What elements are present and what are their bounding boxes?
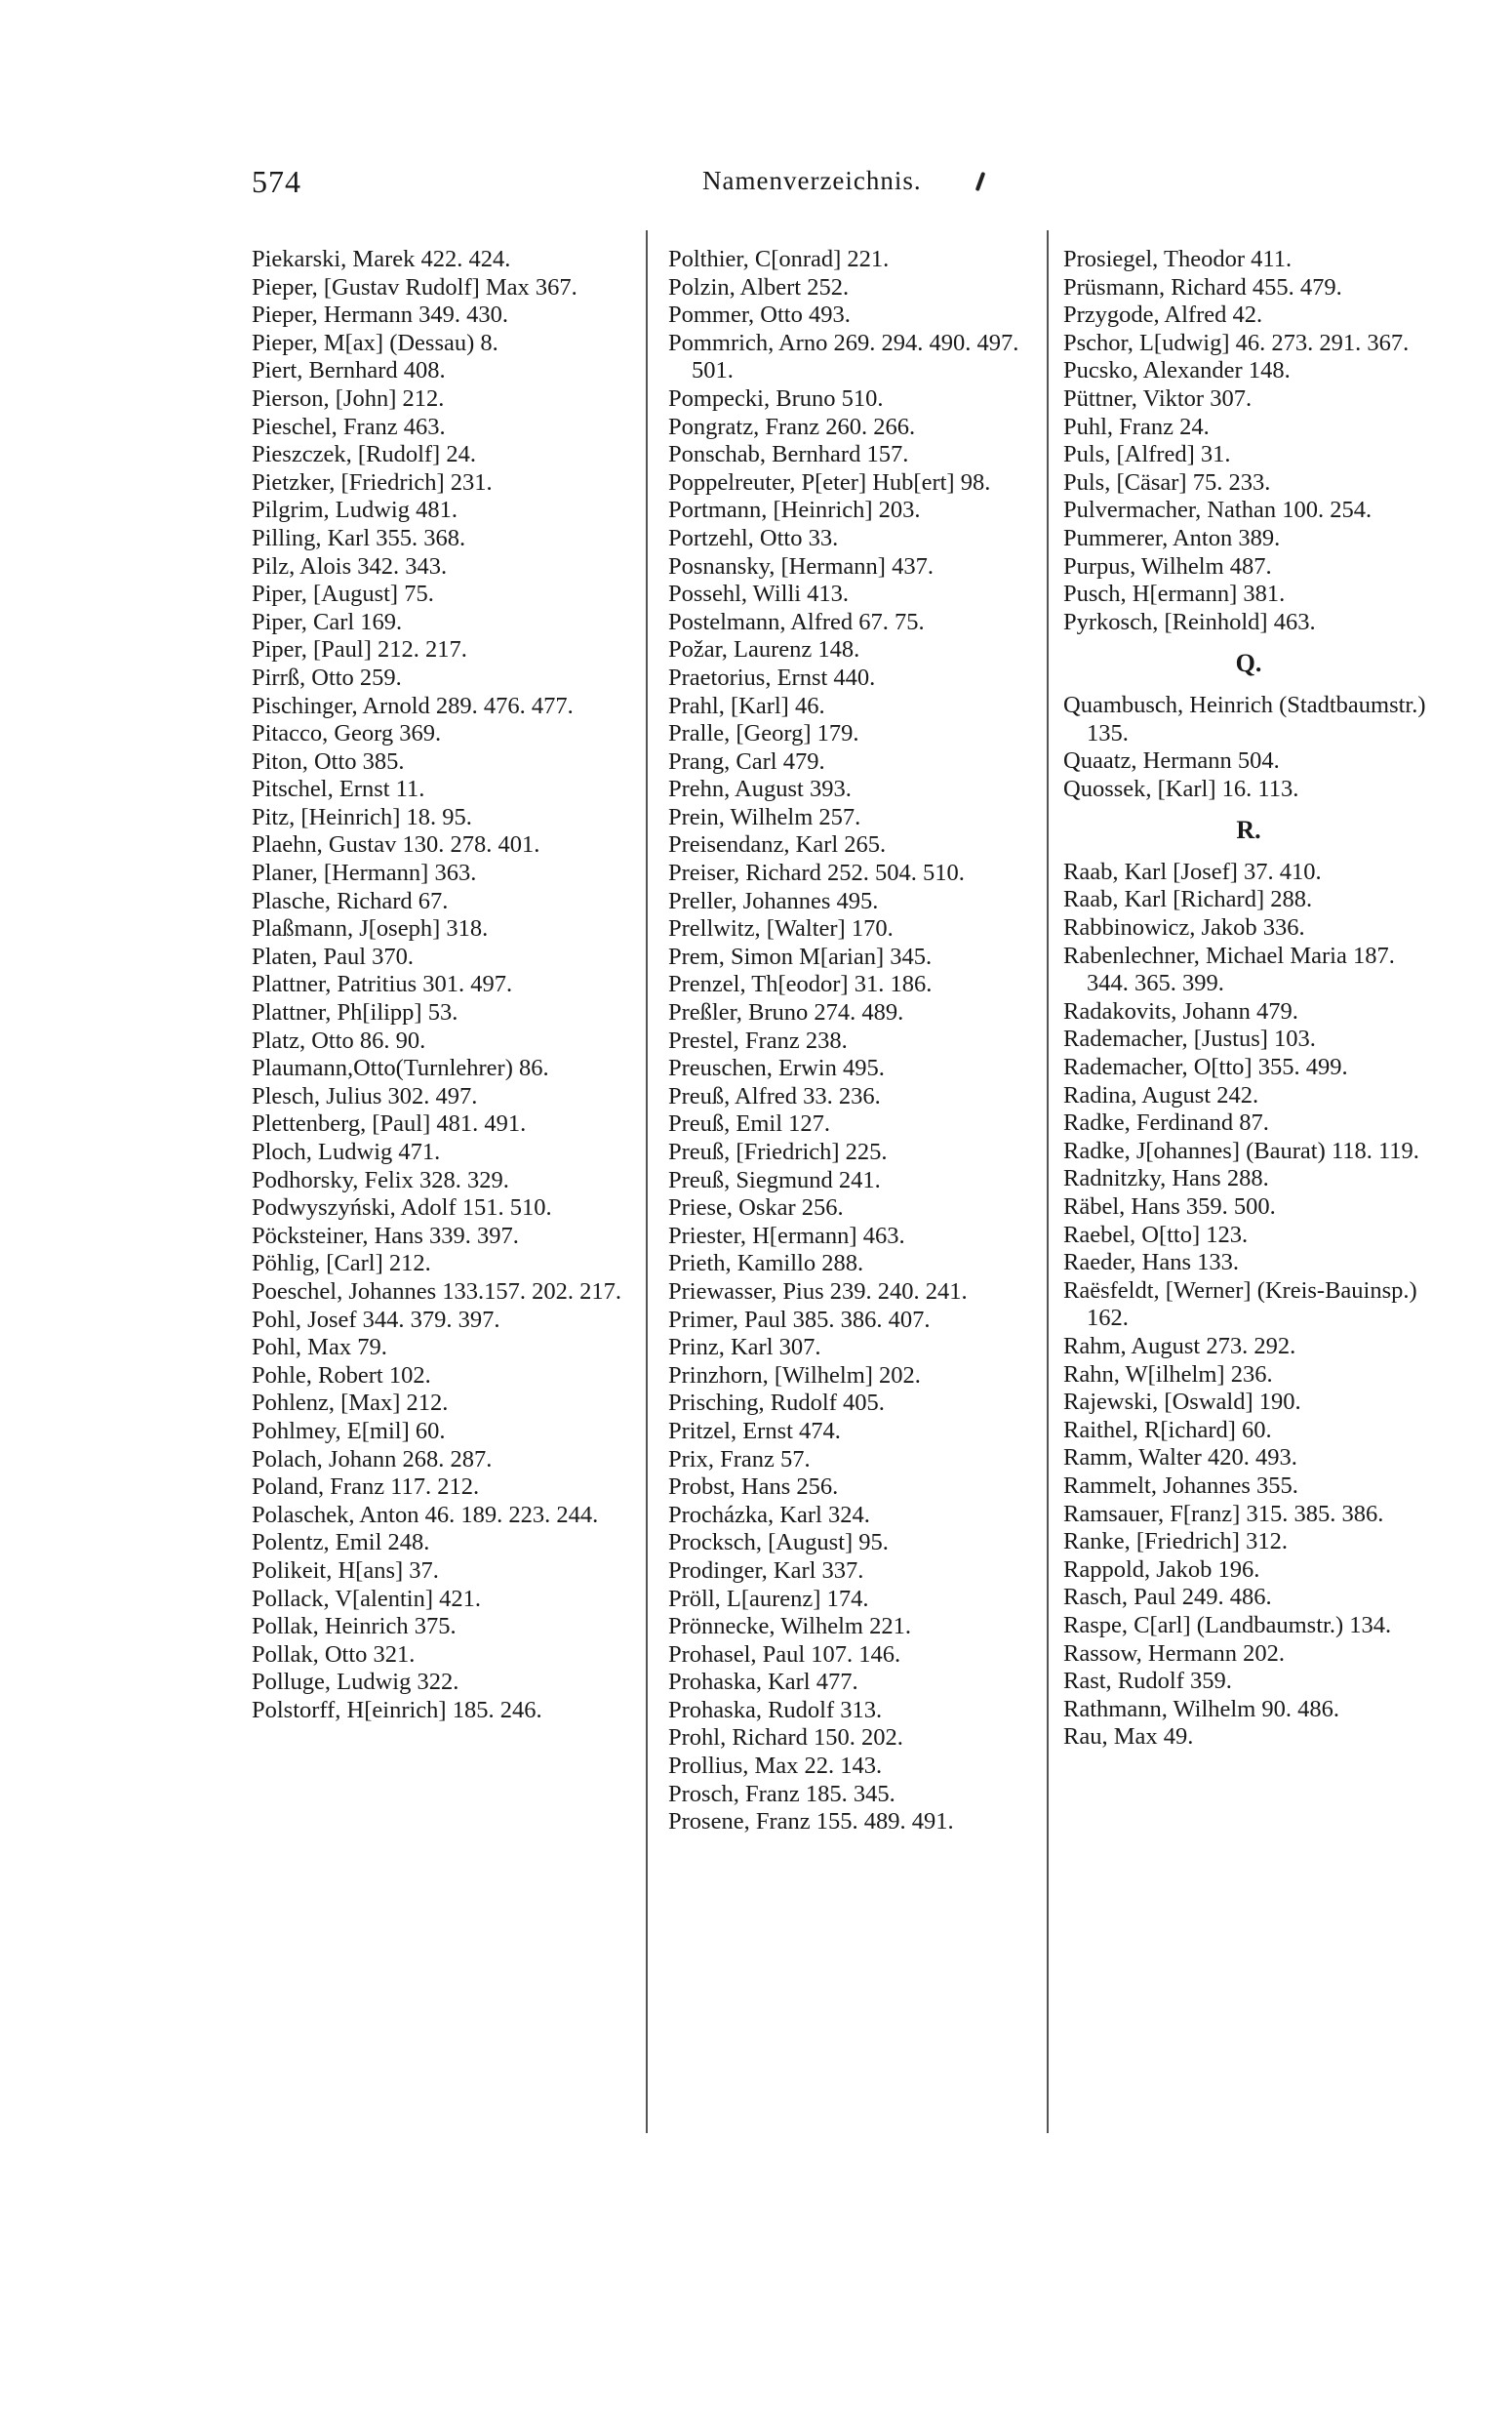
- index-entry: Preuß, Alfred 33. 236.: [668, 1082, 881, 1109]
- index-entry: Procksch, [August] 95.: [668, 1529, 889, 1556]
- index-entry: Poland, Franz 117. 212.: [252, 1473, 480, 1501]
- index-entry: Prollius, Max 22. 143.: [668, 1753, 883, 1780]
- index-entry: Piper, Carl 169.: [252, 608, 403, 635]
- index-entry: Pröll, L[aurenz] 174.: [668, 1585, 869, 1612]
- index-entry: Prehn, August 393.: [668, 776, 852, 803]
- index-entry: Pollack, V[alentin] 421.: [252, 1585, 481, 1612]
- index-entry: Požar, Laurenz 148.: [668, 636, 860, 664]
- index-entry: Rasch, Paul 249. 486.: [1063, 1584, 1272, 1611]
- index-entry: Prosene, Franz 155. 489. 491.: [668, 1808, 954, 1835]
- index-entry: Preuß, Emil 127.: [668, 1110, 831, 1138]
- index-entry: Rajewski, [Oswald] 190.: [1063, 1389, 1301, 1416]
- index-entry: Polstorff, H[einrich] 185. 246.: [252, 1696, 542, 1723]
- index-entry: Polluge, Ludwig 322.: [252, 1669, 459, 1696]
- index-column-2: [668, 246, 1031, 2237]
- index-entry: Pummerer, Anton 389.: [1063, 524, 1281, 551]
- index-entry: Pilling, Karl 355. 368.: [252, 524, 466, 551]
- index-entry: Rademacher, O[tto] 355. 499.: [1063, 1054, 1348, 1081]
- index-entry: Rabbinowicz, Jakob 336.: [1063, 914, 1305, 942]
- index-entry: Ramm, Walter 420. 493.: [1063, 1444, 1297, 1472]
- index-entry: Pischinger, Arnold 289. 476. 477.: [252, 692, 574, 719]
- index-entry: Rabenlechner, Michael Maria 187. 344. 365. 399.: [1063, 942, 1395, 997]
- index-entry: Rassow, Hermann 202.: [1063, 1639, 1286, 1667]
- index-entry: Raab, Karl [Josef] 37. 410.: [1063, 858, 1322, 885]
- index-entry: Raësfeldt, [Werner] (Kreis-Bauinsp.) 162.: [1063, 1276, 1417, 1332]
- index-entry: Pierson, [John] 212.: [252, 384, 445, 412]
- index-entry: Pohlenz, [Max] 212.: [252, 1390, 449, 1417]
- index-entry: Prönnecke, Wilhelm 221.: [668, 1613, 911, 1640]
- index-entry: Radina, August 242.: [1063, 1081, 1259, 1109]
- index-entry: Rammelt, Johannes 355.: [1063, 1472, 1298, 1499]
- index-entry: Prüsmann, Richard 455. 479.: [1063, 273, 1342, 301]
- index-entry: Pritzel, Ernst 474.: [668, 1417, 841, 1444]
- index-entry: Pirrß, Otto 259.: [252, 664, 402, 691]
- index-entry: Pitschel, Ernst 11.: [252, 776, 425, 803]
- index-entry: Poeschel, Johannes 133.157. 202. 217.: [252, 1277, 622, 1305]
- index-entry: Preuß, [Friedrich] 225.: [668, 1139, 888, 1165]
- index-entry: Probst, Hans 256.: [668, 1473, 839, 1501]
- index-entry: Radke, Ferdinand 87.: [1063, 1109, 1269, 1137]
- index-entry: Pollak, Heinrich 375.: [252, 1613, 457, 1640]
- index-entry: Raspe, C[arl] (Landbaumstr.) 134.: [1063, 1611, 1392, 1638]
- index-entry: Preuschen, Erwin 495.: [668, 1055, 885, 1082]
- index-entry: Puhl, Franz 24.: [1063, 413, 1210, 440]
- index-entry: Pompecki, Bruno 510.: [668, 384, 884, 412]
- index-entry: Prohasel, Paul 107. 146.: [668, 1640, 901, 1668]
- index-entry: Podwyszyński, Adolf 151. 510.: [252, 1194, 552, 1222]
- index-entry: Posnansky, [Hermann] 437.: [668, 552, 934, 580]
- index-entry: Plattner, Ph[ilipp] 53.: [252, 999, 458, 1027]
- index-entry: Praetorius, Ernst 440.: [668, 664, 876, 691]
- index-entry: Ploch, Ludwig 471.: [252, 1139, 441, 1165]
- index-entry: Polikeit, H[ans] 37.: [252, 1556, 439, 1584]
- index-entry: Preßler, Bruno 274. 489.: [668, 999, 904, 1027]
- index-entry: Priester, H[ermann] 463.: [668, 1222, 905, 1249]
- index-entry: Pulvermacher, Nathan 100. 254.: [1063, 497, 1373, 524]
- index-entry: Pöhlig, [Carl] 212.: [252, 1250, 431, 1277]
- index-entry: Piper, [August] 75.: [252, 581, 434, 608]
- index-entry: Postelmann, Alfred 67. 75.: [668, 608, 925, 635]
- index-entry: Pieszczek, [Rudolf] 24.: [252, 441, 476, 468]
- index-column-1: [252, 246, 625, 2237]
- index-entry: Pusch, H[ermann] 381.: [1063, 581, 1286, 608]
- index-entry: Prix, Franz 57.: [668, 1445, 811, 1472]
- index-entry: Pralle, [Georg] 179.: [668, 720, 859, 747]
- index-entry: Priese, Oskar 256.: [668, 1194, 844, 1222]
- index-entry: Raebel, O[tto] 123.: [1063, 1221, 1249, 1248]
- page-number: 574: [252, 164, 301, 199]
- section-letter: Q.: [1235, 649, 1262, 678]
- index-entry: Piekarski, Marek 422. 424.: [252, 246, 511, 272]
- index-entry: Prisching, Rudolf 405.: [668, 1390, 885, 1417]
- index-entry: Rathmann, Wilhelm 90. 486.: [1063, 1695, 1340, 1722]
- index-entry: Pollak, Otto 321.: [252, 1640, 416, 1668]
- index-entry: Pieper, Hermann 349. 430.: [252, 302, 509, 329]
- index-entry: Puls, [Alfred] 31.: [1063, 441, 1231, 468]
- index-entry: Raithel, R[ichard] 60.: [1063, 1416, 1272, 1443]
- index-entry: Prenzel, Th[eodor] 31. 186.: [668, 971, 933, 998]
- index-entry: Piert, Bernhard 408.: [252, 357, 446, 384]
- index-entry: Prodinger, Karl 337.: [668, 1556, 864, 1584]
- index-entry: Prohaska, Karl 477.: [668, 1669, 858, 1696]
- index-entry: Pilgrim, Ludwig 481.: [252, 497, 458, 524]
- index-column-3: [1063, 246, 1434, 2237]
- index-entry: Polaschek, Anton 46. 189. 223. 244.: [252, 1501, 599, 1528]
- index-entry: Prein, Wilhelm 257.: [668, 803, 861, 830]
- page-header: [0, 164, 1512, 213]
- index-entry: Püttner, Viktor 307.: [1063, 384, 1253, 412]
- index-entry: Pommer, Otto 493.: [668, 302, 851, 329]
- index-entry: Radakovits, Johann 479.: [1063, 997, 1298, 1025]
- index-entry: Prang, Carl 479.: [668, 747, 825, 775]
- index-entry: Plattner, Patritius 301. 497.: [252, 971, 513, 998]
- index-entry: Rahn, W[ilhelm] 236.: [1063, 1360, 1273, 1388]
- index-entry: Pucsko, Alexander 148.: [1063, 357, 1291, 384]
- index-entry: Plettenberg, [Paul] 481. 491.: [252, 1110, 527, 1138]
- index-entry: Pöcksteiner, Hans 339. 397.: [252, 1222, 519, 1249]
- index-entry: Ponschab, Bernhard 157.: [668, 441, 909, 468]
- index-entry: Ramsauer, F[ranz] 315. 385. 386.: [1063, 1500, 1384, 1527]
- index-entry: Ranke, [Friedrich] 312.: [1063, 1528, 1288, 1555]
- index-entry: Puls, [Cäsar] 75. 233.: [1063, 468, 1271, 496]
- index-entry: Radke, J[ohannes] (Baurat) 118. 119.: [1063, 1137, 1419, 1164]
- index-entry: Primer, Paul 385. 386. 407.: [668, 1306, 931, 1333]
- index-entry: Pieschel, Franz 463.: [252, 413, 446, 440]
- index-entry: Pongratz, Franz 260. 266.: [668, 413, 916, 440]
- index-entry: Prohl, Richard 150. 202.: [668, 1724, 903, 1752]
- index-entry: Possehl, Willi 413.: [668, 581, 850, 608]
- index-entry: Prohaska, Rudolf 313.: [668, 1696, 883, 1723]
- index-entry: Priewasser, Pius 239. 240. 241.: [668, 1277, 968, 1305]
- index-entry: Rahm, August 273. 292.: [1063, 1332, 1296, 1359]
- index-entry: Poppelreuter, P[eter] Hub[ert] 98.: [668, 468, 991, 496]
- index-entry: Quambusch, Heinrich (Stadtbaumstr.) 135.: [1063, 691, 1426, 746]
- index-entry: Preuß, Siegmund 241.: [668, 1166, 881, 1193]
- index-columns: [0, 246, 1512, 2237]
- index-entry: Plaumann,Otto(Turnlehrer) 86.: [252, 1055, 549, 1082]
- index-entry: Pietzker, [Friedrich] 231.: [252, 468, 493, 496]
- index-entry: Platen, Paul 370.: [252, 943, 415, 970]
- index-entry: Prosiegel, Theodor 411.: [1063, 246, 1293, 272]
- index-entry: Rademacher, [Justus] 103.: [1063, 1026, 1316, 1053]
- index-entry: Preiser, Richard 252. 504. 510.: [668, 860, 965, 887]
- index-entry: Przygode, Alfred 42.: [1063, 302, 1263, 329]
- index-entry: Raeder, Hans 133.: [1063, 1249, 1239, 1276]
- index-entry: Pohl, Max 79.: [252, 1334, 387, 1361]
- index-entry: Pyrkosch, [Reinhold] 463.: [1063, 608, 1316, 635]
- index-entry: Procházka, Karl 324.: [668, 1501, 870, 1528]
- running-title: Namenverzeichnis.: [702, 166, 922, 195]
- index-entry: Pitz, [Heinrich] 18. 95.: [252, 803, 472, 830]
- index-entry: Plasche, Richard 67.: [252, 887, 449, 914]
- index-entry: Pieper, M[ax] (Dessau) 8.: [252, 329, 498, 356]
- index-entry: Rau, Max 49.: [1063, 1723, 1194, 1751]
- index-entry: Polentz, Emil 248.: [252, 1529, 430, 1556]
- index-entry: Pommrich, Arno 269. 294. 490. 497. 501.: [668, 329, 1019, 384]
- index-entry: Polach, Johann 268. 287.: [252, 1445, 493, 1472]
- index-entry: Pitacco, Georg 369.: [252, 720, 442, 747]
- index-entry: Quossek, [Karl] 16. 113.: [1063, 775, 1299, 802]
- index-entry: Planer, [Hermann] 363.: [252, 860, 477, 887]
- index-entry: Rast, Rudolf 359.: [1063, 1668, 1232, 1695]
- index-entry: Preisendanz, Karl 265.: [668, 831, 887, 859]
- index-entry: Podhorsky, Felix 328. 329.: [252, 1166, 509, 1193]
- index-entry: Purpus, Wilhelm 487.: [1063, 552, 1272, 580]
- index-entry: Radnitzky, Hans 288.: [1063, 1165, 1269, 1192]
- index-entry: Prinzhorn, [Wilhelm] 202.: [668, 1361, 921, 1389]
- index-entry: Piper, [Paul] 212. 217.: [252, 636, 467, 664]
- index-entry: Platz, Otto 86. 90.: [252, 1027, 426, 1054]
- index-entry: Prahl, [Karl] 46.: [668, 692, 825, 719]
- index-entry: Pieper, [Gustav Rudolf] Max 367.: [252, 273, 577, 301]
- index-entry: Prinz, Karl 307.: [668, 1334, 821, 1361]
- index-entry: Rappold, Jakob 196.: [1063, 1555, 1260, 1583]
- index-entry: Plaßmann, J[oseph] 318.: [252, 915, 489, 943]
- section-letter: R.: [1236, 816, 1261, 845]
- index-entry: Polzin, Albert 252.: [668, 273, 850, 301]
- index-entry: Pschor, L[udwig] 46. 273. 291. 367.: [1063, 329, 1410, 356]
- index-entry: Quaatz, Hermann 504.: [1063, 747, 1280, 775]
- index-entry: Portmann, [Heinrich] 203.: [668, 497, 921, 524]
- index-entry: Polthier, C[onrad] 221.: [668, 246, 890, 272]
- index-entry: Raab, Karl [Richard] 288.: [1063, 886, 1313, 913]
- index-entry: Räbel, Hans 359. 500.: [1063, 1193, 1276, 1220]
- index-entry: Preller, Johannes 495.: [668, 887, 879, 914]
- index-entry: Plaehn, Gustav 130. 278. 401.: [252, 831, 540, 859]
- index-entry: Piton, Otto 385.: [252, 747, 405, 775]
- index-entry: Portzehl, Otto 33.: [668, 524, 839, 551]
- index-entry: Pohl, Josef 344. 379. 397.: [252, 1306, 500, 1333]
- index-entry: Prem, Simon M[arian] 345.: [668, 943, 933, 970]
- index-entry: Pilz, Alois 342. 343.: [252, 552, 448, 580]
- index-entry: Pohle, Robert 102.: [252, 1361, 431, 1389]
- index-entry: Prellwitz, [Walter] 170.: [668, 915, 894, 943]
- index-entry: Pohlmey, E[mil] 60.: [252, 1417, 446, 1444]
- index-entry: Plesch, Julius 302. 497.: [252, 1082, 478, 1109]
- index-entry: Prestel, Franz 238.: [668, 1027, 848, 1054]
- index-entry: Prieth, Kamillo 288.: [668, 1250, 864, 1277]
- index-entry: Prosch, Franz 185. 345.: [668, 1780, 895, 1807]
